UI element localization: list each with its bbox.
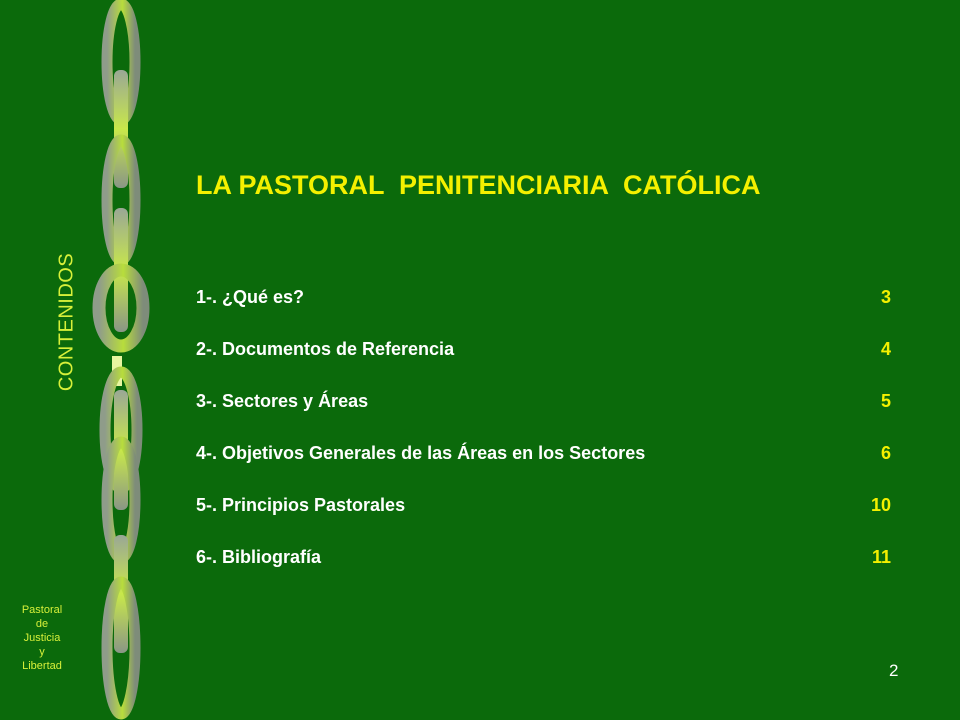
organization-line: y <box>39 646 45 658</box>
organization-name <box>18 603 66 673</box>
section-label: CONTENIDOS <box>55 252 78 392</box>
toc-item <box>196 283 891 335</box>
toc-item-label: 6-. Bibliografía <box>196 547 322 567</box>
toc-item-page: 4 <box>880 339 891 359</box>
toc-item <box>196 543 891 595</box>
organization-line: de <box>35 618 49 630</box>
toc-item-label: 1-. ¿Qué es? <box>196 287 305 307</box>
toc-item-page: 10 <box>870 495 891 515</box>
organization-line: Pastoral <box>21 604 63 616</box>
toc-item <box>196 387 891 439</box>
toc-item-page: 6 <box>880 443 891 463</box>
toc-item-page: 3 <box>880 287 891 307</box>
toc-item <box>196 491 891 543</box>
page-title: LA PASTORAL PENITENCIARIA CATÓLICA <box>196 170 761 200</box>
chain-link-2 <box>114 70 128 188</box>
toc-item-label: 3-. Sectores y Áreas <box>196 391 369 411</box>
toc-item <box>196 335 891 387</box>
toc-item-label: 4-. Objetivos Generales de las Áreas en los Sectores <box>196 443 646 463</box>
slide-number: 2 <box>889 661 899 680</box>
toc-item <box>196 439 891 491</box>
organization-line: Libertad <box>22 660 62 672</box>
table-of-contents <box>196 283 891 595</box>
toc-item-page: 5 <box>880 391 891 411</box>
toc-item-page: 11 <box>871 547 891 567</box>
toc-item-label: 5-. Principios Pastorales <box>196 495 406 515</box>
organization-line: Justicia <box>23 632 61 644</box>
toc-item-label: 2-. Documentos de Referencia <box>196 339 455 359</box>
